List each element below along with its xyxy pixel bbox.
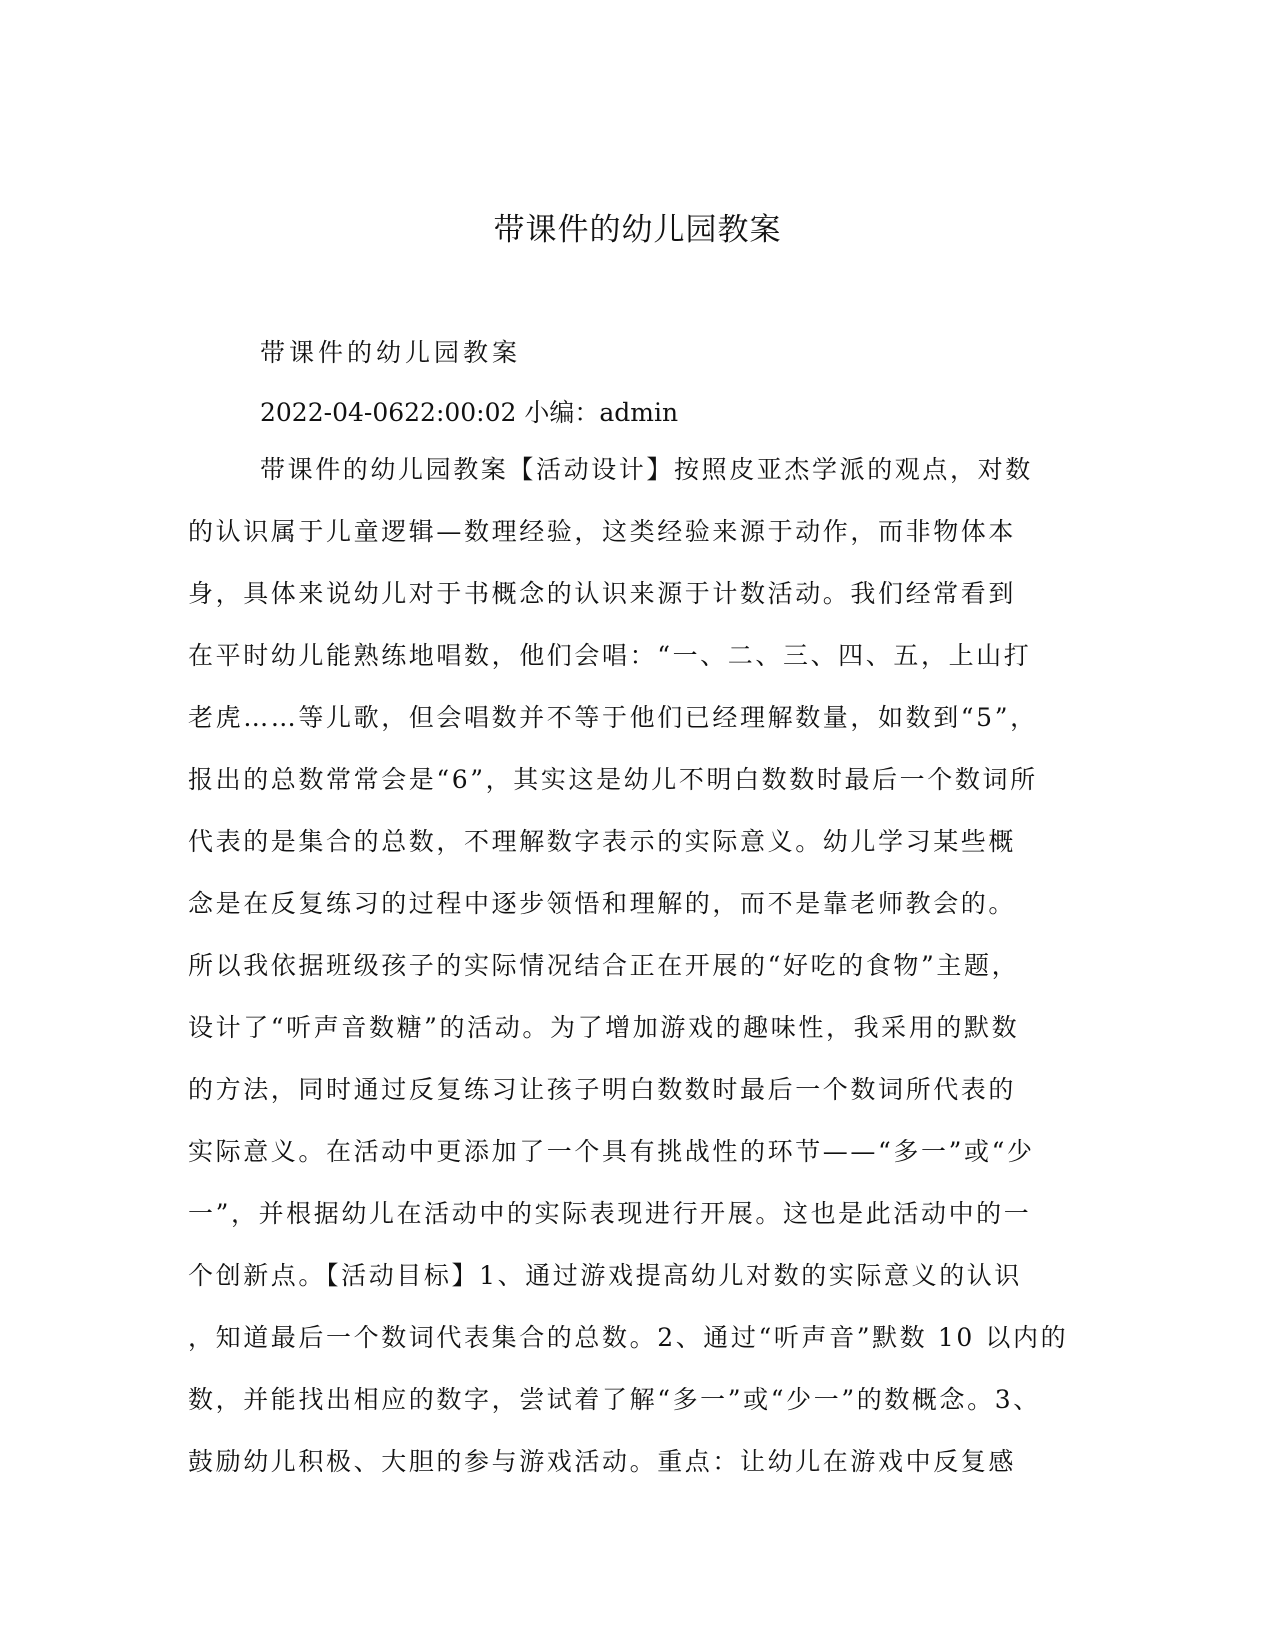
paragraph-line: 报出的总数常常会是“6”，其实这是幼儿不明白数数时最后一个数词所 — [188, 765, 1038, 794]
page-title: 带课件的幼儿园教案 — [493, 212, 782, 248]
paragraph-line: 实际意义。在活动中更添加了一个具有挑战性的环节——“多一”或“少 — [188, 1137, 1035, 1166]
publish-meta: 2022-04-0622:00:02 小编：admin — [260, 398, 679, 427]
paragraph-line: 一”，并根据幼儿在活动中的实际表现进行开展。这也是此活动中的一 — [188, 1199, 1032, 1228]
paragraph-line: 老虎……等儿歌，但会唱数并不等于他们已经理解数量，如数到“5”， — [188, 703, 1038, 732]
paragraph-line: 的认识属于儿童逻辑—数理经验，这类经验来源于动作，而非物体本 — [188, 517, 1017, 546]
paragraph-line: 所以我依据班级孩子的实际情况结合正在开展的“好吃的食物”主题， — [188, 951, 1020, 980]
paragraph-line: 个创新点。【活动目标】1、通过游戏提高幼儿对数的实际意义的认识 — [188, 1261, 1023, 1290]
paragraph-line: 设计了“听声音数糖”的活动。为了增加游戏的趣味性，我采用的默数 — [188, 1013, 1020, 1042]
paragraph-line: 代表的是集合的总数，不理解数字表示的实际意义。幼儿学习某些概 — [188, 827, 1017, 856]
paragraph-line: ，知道最后一个数词代表集合的总数。2、通过“听声音”默数 10 以内的 — [188, 1323, 1069, 1352]
body-paragraph — [188, 450, 1068, 1504]
paragraph-line: 数，并能找出相应的数字，尝试着了解“多一”或“少一”的数概念。3、 — [188, 1385, 1041, 1414]
paragraph-line: 鼓励幼儿积极、大胆的参与游戏活动。重点：让幼儿在游戏中反复感 — [188, 1447, 1017, 1476]
paragraph-line: 念是在反复练习的过程中逐步领悟和理解的，而不是靠老师教会的。 — [188, 889, 1017, 918]
paragraph-line: 在平时幼儿能熟练地唱数，他们会唱：“一、二、三、四、五，上山打 — [188, 641, 1032, 670]
paragraph-line: 身，具体来说幼儿对于书概念的认识来源于计数活动。我们经常看到 — [188, 579, 1017, 608]
paragraph-line: 的方法，同时通过反复练习让孩子明白数数时最后一个数词所代表的 — [188, 1075, 1017, 1104]
document-subtitle: 带课件的幼儿园教案 — [260, 338, 522, 367]
paragraph-line: 带课件的幼儿园教案【活动设计】按照皮亚杰学派的观点，对数 — [260, 455, 1033, 484]
